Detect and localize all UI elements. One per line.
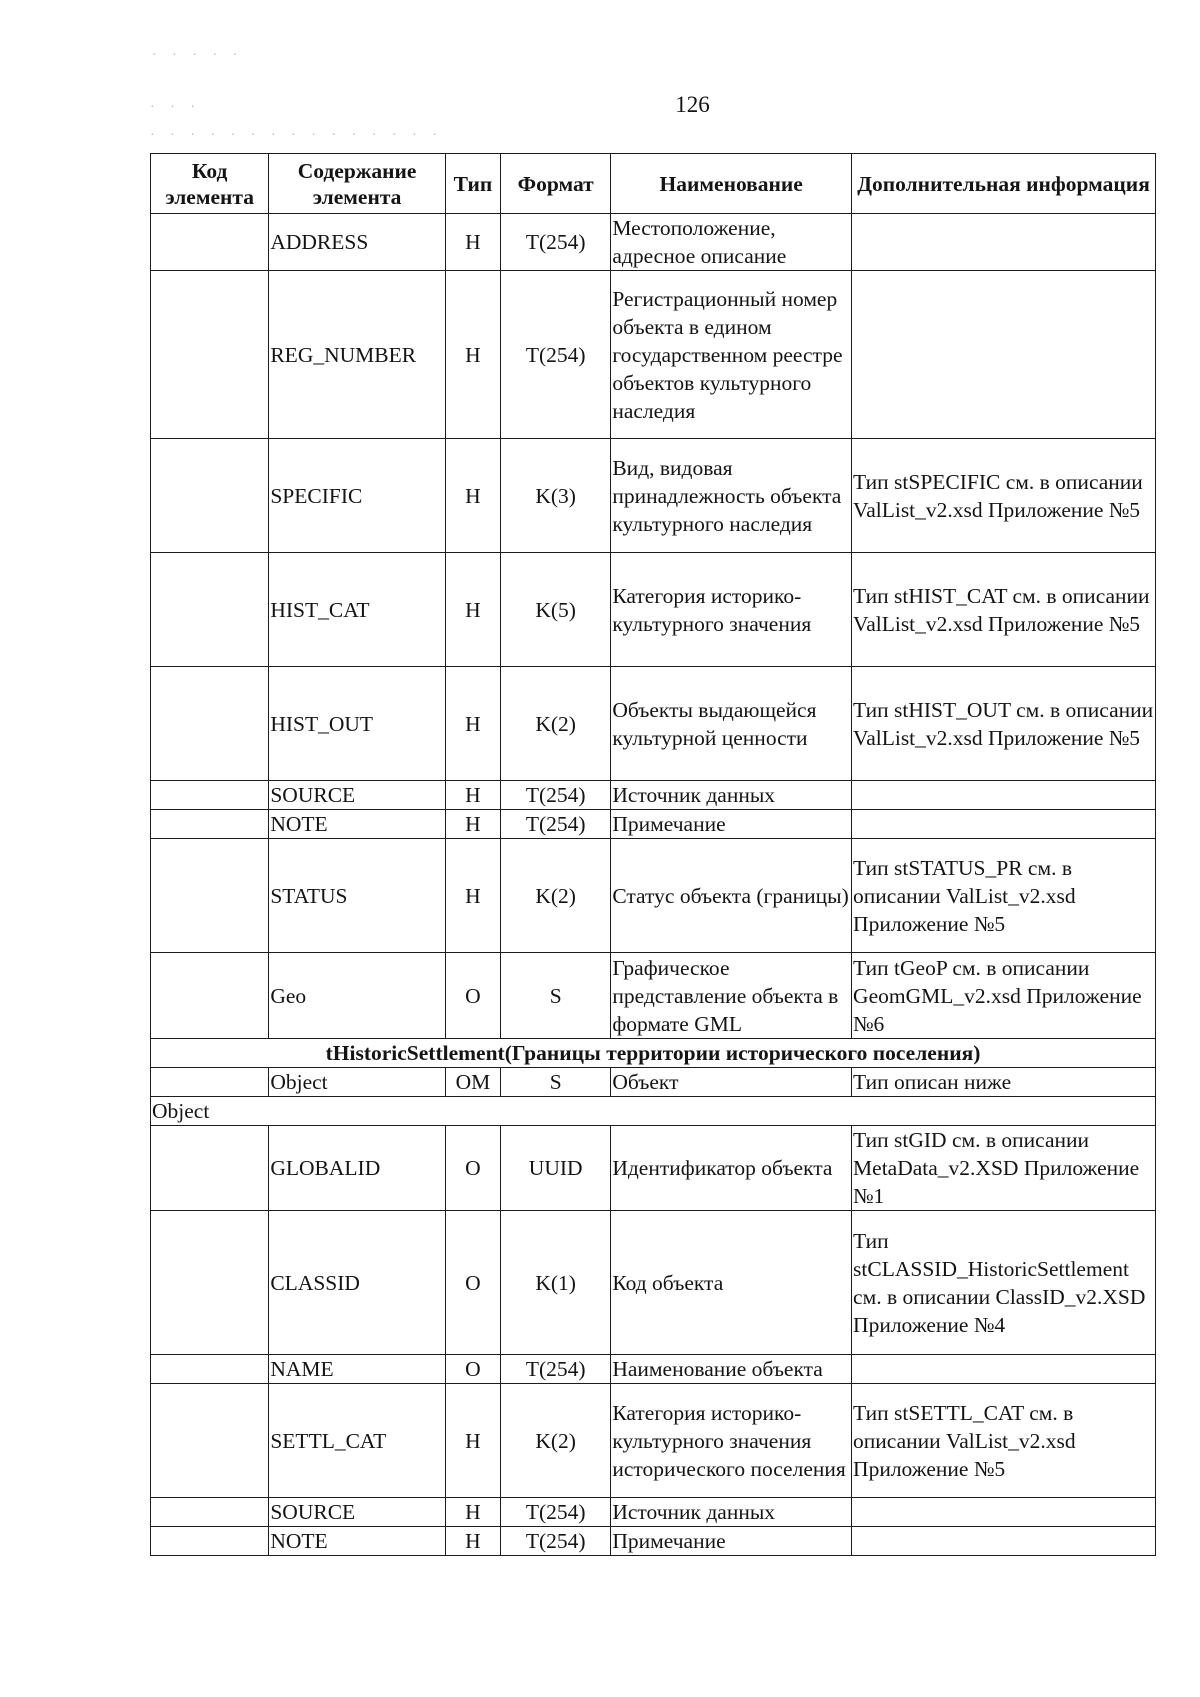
cell-format: T(254) xyxy=(501,214,611,271)
cell-name: Код объекта xyxy=(611,1211,852,1355)
cell-name: Источник данных xyxy=(611,1498,852,1527)
cell-format: K(5) xyxy=(501,553,611,667)
cell-info: Тип stGID см. в описании MetaData_v2.XSD Приложение №1 xyxy=(852,1126,1156,1211)
table-row xyxy=(151,1211,1156,1355)
table-row xyxy=(151,810,1156,839)
scan-noise: · · · · · · · · · · · · · · · xyxy=(150,128,443,143)
header-code: Код элемента xyxy=(151,154,269,214)
cell-type: О xyxy=(445,953,500,1039)
cell-type: Н xyxy=(445,439,500,553)
cell-type: О xyxy=(445,1355,500,1384)
cell-element: GLOBALID xyxy=(269,1126,446,1211)
object-label: Object xyxy=(151,1097,1156,1126)
cell-name: Регистрационный номер объекта в едином государственном реестре объектов культурного наследия xyxy=(611,271,852,439)
table-row xyxy=(151,667,1156,781)
cell-code xyxy=(151,839,269,953)
cell-code xyxy=(151,1068,269,1097)
header-name: Наименование xyxy=(611,154,852,214)
cell-info xyxy=(852,271,1156,439)
cell-name: Источник данных xyxy=(611,781,852,810)
cell-type: О xyxy=(445,1211,500,1355)
page-number: 126 xyxy=(675,92,710,117)
cell-info xyxy=(852,810,1156,839)
cell-element: REG_NUMBER xyxy=(269,271,446,439)
cell-format: T(254) xyxy=(501,781,611,810)
cell-format: UUID xyxy=(501,1126,611,1211)
table-row xyxy=(151,439,1156,553)
cell-type: Н xyxy=(445,810,500,839)
cell-type: Н xyxy=(445,839,500,953)
cell-format: T(254) xyxy=(501,810,611,839)
cell-info: Тип stSPECIFIC см. в описании ValList_v2.xsd Приложение №5 xyxy=(852,439,1156,553)
cell-info xyxy=(852,1498,1156,1527)
cell-format: T(254) xyxy=(501,271,611,439)
cell-element: SETTL_CAT xyxy=(269,1384,446,1498)
cell-code xyxy=(151,1355,269,1384)
cell-code xyxy=(151,781,269,810)
cell-format: K(1) xyxy=(501,1211,611,1355)
cell-code xyxy=(151,667,269,781)
cell-format: S xyxy=(501,1068,611,1097)
table-row xyxy=(151,953,1156,1039)
cell-element: NAME xyxy=(269,1355,446,1384)
cell-type: ОМ xyxy=(445,1068,500,1097)
cell-info xyxy=(852,1527,1156,1556)
cell-element: NOTE xyxy=(269,810,446,839)
table-row xyxy=(151,1126,1156,1211)
header-type: Тип xyxy=(445,154,500,214)
cell-type: Н xyxy=(445,1527,500,1556)
table-row xyxy=(151,781,1156,810)
table-header-row xyxy=(151,154,1156,214)
cell-element: CLASSID xyxy=(269,1211,446,1355)
cell-name: Категория историко-культурного значения xyxy=(611,553,852,667)
cell-name: Категория историко-культурного значения исторического поселения xyxy=(611,1384,852,1498)
header-format: Формат xyxy=(501,154,611,214)
cell-element: HIST_CAT xyxy=(269,553,446,667)
cell-code xyxy=(151,439,269,553)
cell-type: Н xyxy=(445,214,500,271)
header-element: Содержание элемента xyxy=(269,154,446,214)
table-row xyxy=(151,839,1156,953)
table-row xyxy=(151,1498,1156,1527)
cell-element: HIST_OUT xyxy=(269,667,446,781)
header-info: Дополнительная информация xyxy=(852,154,1156,214)
cell-format: K(3) xyxy=(501,439,611,553)
cell-name: Статус объекта (границы) xyxy=(611,839,852,953)
cell-info xyxy=(852,1355,1156,1384)
table-row xyxy=(151,1355,1156,1384)
table-row xyxy=(151,214,1156,271)
cell-format: T(254) xyxy=(501,1355,611,1384)
cell-name: Идентификатор объекта xyxy=(611,1126,852,1211)
cell-format: T(254) xyxy=(501,1498,611,1527)
cell-element: ADDRESS xyxy=(269,214,446,271)
cell-code xyxy=(151,1211,269,1355)
cell-code xyxy=(151,953,269,1039)
cell-info: Тип stCLASSID_HistoricSettlement см. в описании ClassID_v2.XSD Приложение №4 xyxy=(852,1211,1156,1355)
cell-info: Тип stSETTL_CAT см. в описании ValList_v2.xsd Приложение №5 xyxy=(852,1384,1156,1498)
cell-element: Geo xyxy=(269,953,446,1039)
cell-name: Вид, видовая принадлежность объекта культурного наследия xyxy=(611,439,852,553)
cell-info: Тип описан ниже xyxy=(852,1068,1156,1097)
cell-code xyxy=(151,1384,269,1498)
table-row xyxy=(151,1384,1156,1498)
scan-noise: · · · · · xyxy=(152,48,244,63)
cell-element: STATUS xyxy=(269,839,446,953)
section-header-row xyxy=(151,1039,1156,1068)
cell-element: SOURCE xyxy=(269,1498,446,1527)
cell-format: S xyxy=(501,953,611,1039)
object-label-row xyxy=(151,1097,1156,1126)
table-row xyxy=(151,271,1156,439)
cell-type: Н xyxy=(445,271,500,439)
cell-type: Н xyxy=(445,781,500,810)
data-table xyxy=(150,153,1156,1556)
table-row xyxy=(151,553,1156,667)
cell-format: K(2) xyxy=(501,1384,611,1498)
cell-info: Тип tGeoP см. в описании GeomGML_v2.xsd Приложение №6 xyxy=(852,953,1156,1039)
cell-info: Тип stSTATUS_PR см. в описании ValList_v2.xsd Приложение №5 xyxy=(852,839,1156,953)
cell-element: SOURCE xyxy=(269,781,446,810)
cell-element: SPECIFIC xyxy=(269,439,446,553)
cell-format: K(2) xyxy=(501,667,611,781)
cell-code xyxy=(151,1527,269,1556)
scan-noise: · · · xyxy=(150,100,201,115)
table-row xyxy=(151,1527,1156,1556)
cell-info: Тип stHIST_CAT см. в описании ValList_v2.xsd Приложение №5 xyxy=(852,553,1156,667)
cell-type: Н xyxy=(445,667,500,781)
cell-type: О xyxy=(445,1126,500,1211)
cell-format: K(2) xyxy=(501,839,611,953)
cell-name: Объекты выдающейся культурной ценности xyxy=(611,667,852,781)
cell-code xyxy=(151,271,269,439)
cell-info xyxy=(852,214,1156,271)
cell-info xyxy=(852,781,1156,810)
cell-code xyxy=(151,214,269,271)
cell-name: Примечание xyxy=(611,810,852,839)
cell-name: Объект xyxy=(611,1068,852,1097)
cell-type: Н xyxy=(445,1384,500,1498)
section-title: tHistoricSettlement(Границы территории исторического поселения) xyxy=(151,1039,1156,1068)
cell-name: Примечание xyxy=(611,1527,852,1556)
cell-code xyxy=(151,1498,269,1527)
cell-format: T(254) xyxy=(501,1527,611,1556)
cell-type: Н xyxy=(445,553,500,667)
cell-name: Наименование объекта xyxy=(611,1355,852,1384)
cell-name: Местоположение, адресное описание xyxy=(611,214,852,271)
table-row xyxy=(151,1068,1156,1097)
cell-type: Н xyxy=(445,1498,500,1527)
cell-element: NOTE xyxy=(269,1527,446,1556)
cell-element: Object xyxy=(269,1068,446,1097)
cell-code xyxy=(151,1126,269,1211)
cell-name: Графическое представление объекта в формате GML xyxy=(611,953,852,1039)
cell-code xyxy=(151,810,269,839)
cell-code xyxy=(151,553,269,667)
cell-info: Тип stHIST_OUT см. в описании ValList_v2.xsd Приложение №5 xyxy=(852,667,1156,781)
